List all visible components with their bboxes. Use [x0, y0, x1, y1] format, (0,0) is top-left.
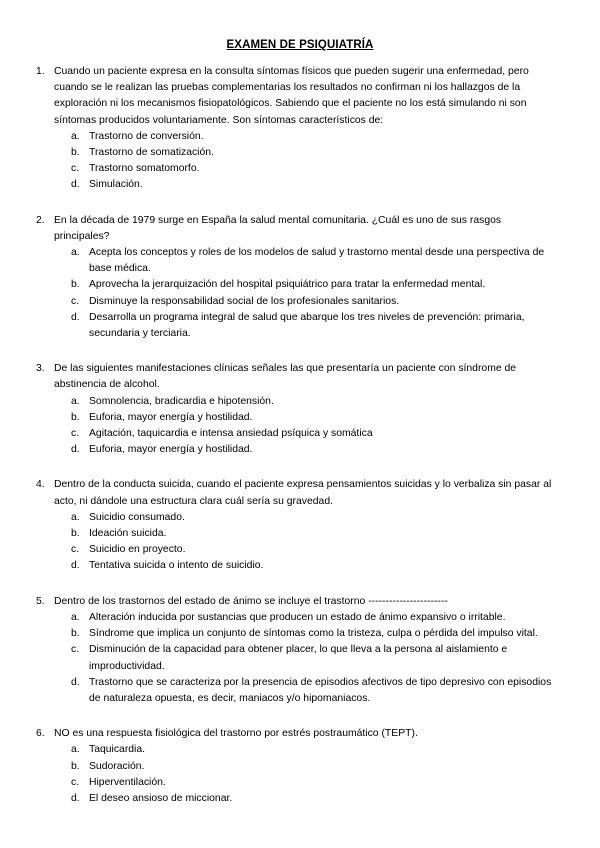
option-list	[54, 245, 556, 342]
option-letter: b.	[71, 279, 80, 291]
option-letter: b.	[71, 760, 80, 772]
option-text: Trastorno que se caracteriza por la presencia de episodios afectivos de tipo depresivo con episodios de naturaleza opuesta, es decir, maniacos y/o hipomaniacos.	[89, 676, 552, 704]
option-letter: a.	[71, 395, 80, 407]
question-text: En la década de 1979 surge en España la salud mental comunitaria. ¿Cuál es uno de sus rasgos principales?	[54, 214, 502, 242]
question-number: 5.	[36, 595, 45, 607]
option-letter: a.	[71, 744, 80, 756]
option-letter: b.	[71, 147, 80, 159]
option-item	[71, 558, 556, 574]
option-item	[71, 394, 556, 410]
question-text: Dentro de la conducta suicida, cuando el paciente expresa pensamientos suicidas y lo verbaliza sin pasar al acto, ni dándole una estructura clara cuál sería su gravedad.	[54, 479, 552, 507]
option-letter: b.	[71, 411, 80, 423]
option-text: Disminución de la capacidad para obtener placer, lo que lleva a la persona al aislamiento e improductividad.	[89, 644, 508, 672]
question-text: Cuando un paciente expresa en la consulta síntomas físicos que pueden sugerir una enfermedad, pero cuando se le realizan las pruebas complementarias los resultados no confirman ni los hallazgos de la exploración ni los mecanismos fisiopatológicos. Sabiendo que el paciente no los está simulando ni son síntomas producidos voluntariamente. Son síntomas característicos de:	[54, 66, 529, 126]
option-text: Trastorno de somatización.	[89, 147, 214, 159]
option-item	[71, 442, 556, 458]
option-text: Disminuye la responsabilidad social de los profesionales sanitarios.	[89, 295, 400, 307]
option-letter: a.	[71, 130, 80, 142]
option-letter: b.	[71, 628, 80, 640]
option-letter: d.	[71, 179, 80, 191]
question-number: 1.	[36, 66, 45, 77]
question-item	[36, 594, 556, 707]
option-text: Agitación, taquicardia e intensa ansiedad psíquica y somática	[89, 428, 373, 440]
option-text: Suicidio en proyecto.	[89, 544, 186, 556]
question-number: 2.	[36, 214, 45, 226]
question-list	[36, 64, 556, 807]
option-letter: c.	[71, 544, 80, 556]
option-text: Simulación.	[89, 179, 143, 191]
option-text: Alteración inducida por sustancias que producen un estado de ánimo expansivo o irritable.	[89, 611, 506, 623]
question-text: Dentro de los trastornos del estado de ánimo se incluye el trastorno -----------------------	[54, 595, 448, 607]
option-text: El deseo ansioso de miccionar.	[89, 792, 233, 804]
option-letter: c.	[71, 163, 80, 175]
option-item	[71, 426, 556, 442]
option-letter: c.	[71, 644, 80, 656]
option-text: Tentativa suicida o intento de suicidio.	[89, 560, 264, 572]
option-text: Aprovecha la jerarquización del hospital psiquiátrico para tratar la enfermedad mental.	[89, 279, 486, 291]
option-text: Desarrolla un programa integral de salud que abarque los tres niveles de prevención: primaria, secundaria y terciaria.	[89, 311, 525, 340]
option-item	[71, 610, 556, 626]
option-item	[71, 526, 556, 542]
option-list	[54, 394, 556, 459]
option-item	[71, 129, 556, 145]
option-item	[71, 410, 556, 426]
option-list	[54, 610, 556, 707]
option-item	[71, 177, 556, 193]
option-text: Trastorno de conversión.	[89, 130, 204, 142]
option-item	[71, 161, 556, 177]
option-text: Ideación suicida.	[89, 528, 167, 540]
option-text: Suicidio consumado.	[89, 511, 185, 523]
question-text: NO es una respuesta fisiológica del trastorno por estrés postraumático (TEPT).	[54, 728, 418, 740]
option-letter: d.	[71, 444, 80, 456]
option-list	[54, 510, 556, 575]
question-number: 6.	[36, 728, 45, 740]
option-item	[71, 759, 556, 775]
option-text: Euforia, mayor energía y hostilidad.	[89, 411, 253, 423]
option-list	[54, 129, 556, 194]
option-item	[71, 245, 556, 277]
option-letter: d.	[71, 311, 80, 323]
option-item	[71, 510, 556, 526]
option-item	[71, 675, 556, 707]
option-text: Euforia, mayor energía y hostilidad.	[89, 444, 253, 456]
question-number: 3.	[36, 363, 45, 375]
option-letter: c.	[71, 295, 80, 307]
option-text: Sudoración.	[89, 760, 145, 772]
option-letter: d.	[71, 792, 80, 804]
question-item	[36, 361, 556, 458]
option-letter: a.	[71, 611, 80, 623]
option-text: Taquicardia.	[89, 744, 146, 756]
option-letter: d.	[71, 676, 80, 688]
option-item	[71, 642, 556, 674]
option-letter: d.	[71, 560, 80, 572]
question-text: De las siguientes manifestaciones clínicas señales las que presentaría un paciente con síndrome de abstinencia de alcohol.	[54, 363, 517, 391]
option-item	[71, 542, 556, 558]
option-letter: a.	[71, 247, 80, 259]
option-letter: a.	[71, 511, 80, 523]
question-item	[36, 726, 556, 807]
option-item	[71, 626, 556, 642]
question-item	[36, 477, 556, 574]
option-item	[71, 310, 556, 342]
option-item	[71, 145, 556, 161]
option-text: Acepta los conceptos y roles de los modelos de salud y trastorno mental desde una perspectiva de base médica.	[89, 247, 545, 275]
option-text: Somnolencia, bradicardia e hipotensión.	[89, 395, 274, 407]
option-text: Síndrome que implica un conjunto de síntomas como la tristeza, culpa o pérdida del impulso vital.	[89, 628, 538, 640]
option-letter: b.	[71, 528, 80, 540]
option-item	[71, 791, 556, 807]
option-letter: c.	[71, 428, 80, 440]
option-item	[71, 294, 556, 310]
option-text: Trastorno somatomorfo.	[89, 163, 200, 175]
question-number: 4.	[36, 479, 45, 491]
option-item	[71, 775, 556, 791]
option-item	[71, 277, 556, 293]
option-letter: c.	[71, 776, 80, 788]
option-list	[54, 742, 556, 807]
question-item	[36, 213, 556, 343]
option-item	[71, 742, 556, 758]
option-text: Hiperventilación.	[89, 776, 166, 788]
question-item	[36, 64, 556, 194]
page-title: EXAMEN DE PSIQUIATRÍA	[226, 39, 374, 51]
